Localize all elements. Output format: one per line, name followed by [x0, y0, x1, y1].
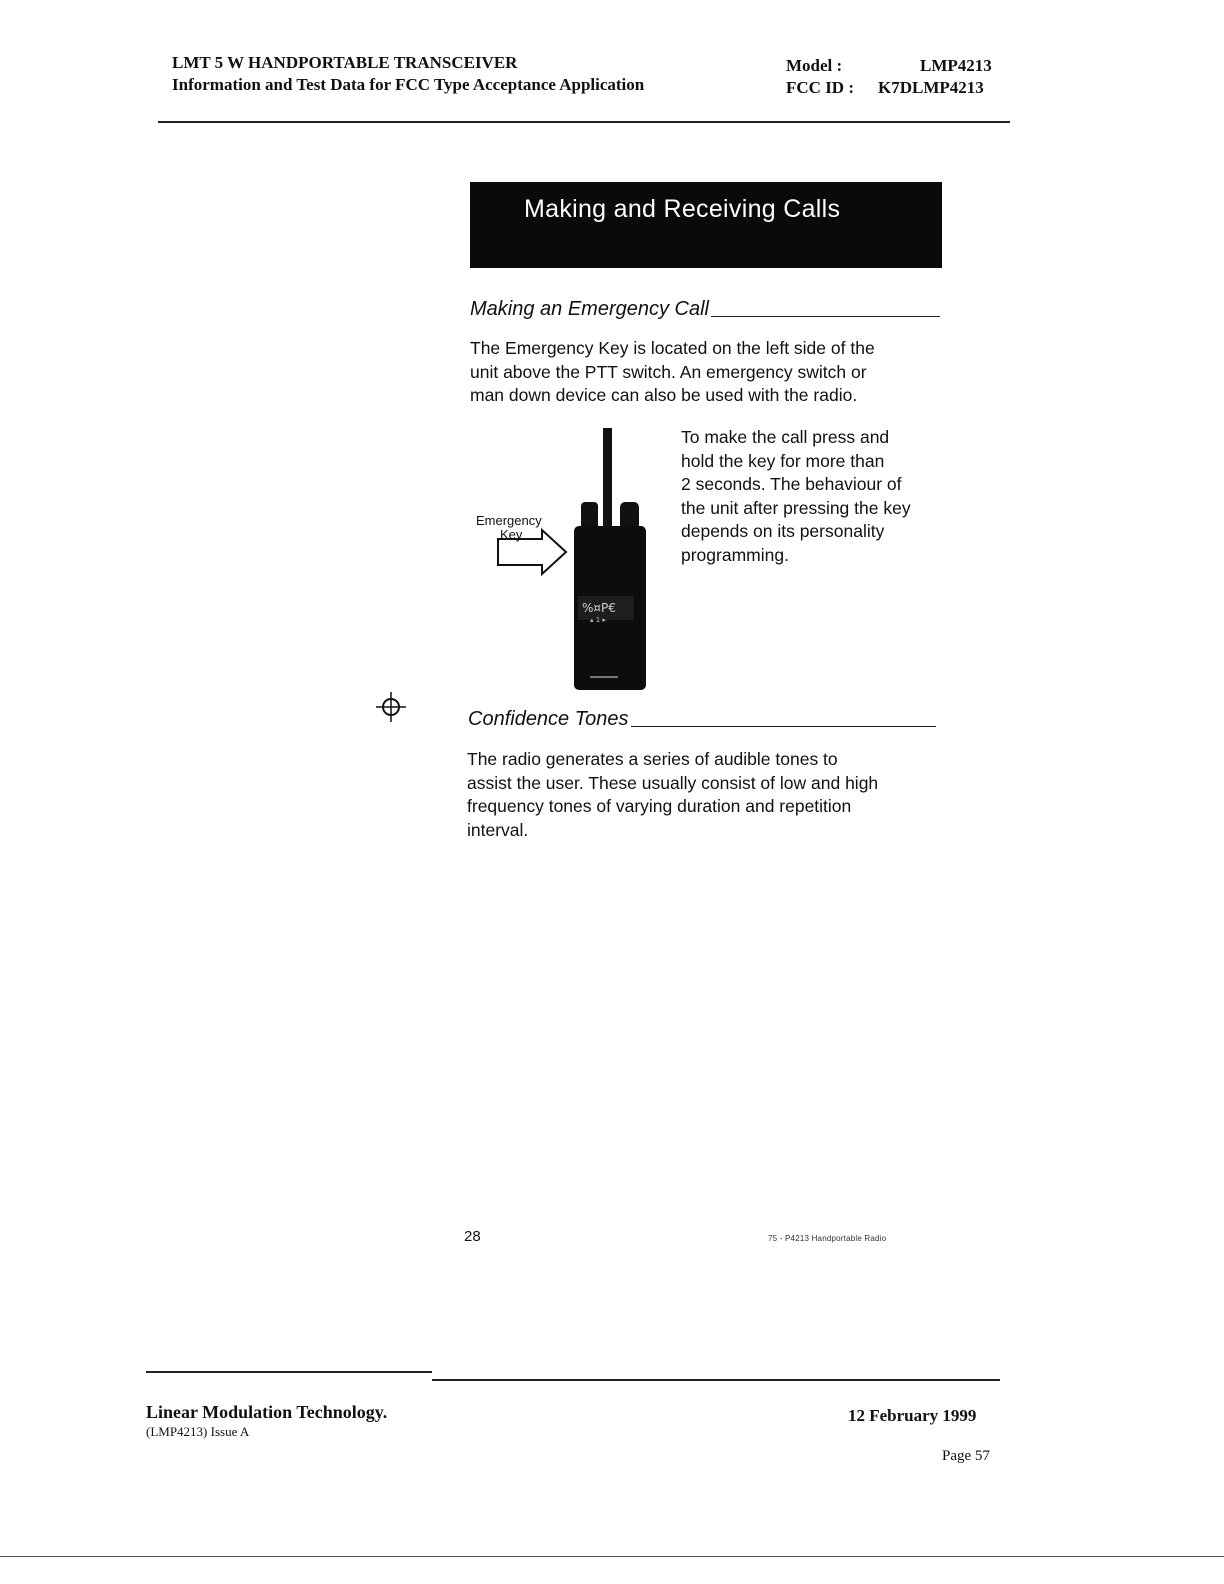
emergency-call-heading: [470, 298, 940, 321]
radio-brand-mark: [590, 676, 618, 678]
emergency-call-heading-text: Making an Emergency Call: [470, 298, 709, 320]
heading-rule: [711, 316, 940, 317]
heading-rule: [631, 726, 937, 727]
model-label: Model :: [786, 56, 843, 75]
document-title: LMT 5 W HANDPORTABLE TRANSCEIVER: [172, 53, 518, 72]
confidence-tones-heading-text: Confidence Tones: [468, 708, 629, 730]
section-banner: [470, 182, 942, 268]
instruction-line: the unit after pressing the key: [681, 497, 911, 518]
confidence-tones-heading: [468, 708, 936, 731]
footer-company: Linear Modulation Technology.: [146, 1402, 388, 1422]
instruction-line: To make the call press and: [681, 427, 890, 447]
manual-page-number: 28: [464, 1228, 481, 1245]
fcc-label: FCC ID :: [786, 78, 854, 97]
paragraph-line: assist the user. These usually consist of low and high: [467, 772, 879, 793]
paragraph-line: interval.: [467, 819, 529, 840]
radio-figure: [470, 426, 670, 696]
banner-title: Making and Receiving Calls: [524, 195, 841, 223]
model-row: [786, 55, 992, 77]
confidence-tones-paragraph: [467, 748, 937, 842]
paragraph-line: The Emergency Key is located on the left side of the: [470, 338, 875, 358]
fcc-value: K7DLMP4213: [878, 78, 984, 97]
fcc-row: [786, 77, 992, 99]
scan-edge-line: [0, 1556, 1224, 1557]
footer-issue: (LMP4213) Issue A: [146, 1424, 250, 1439]
registration-mark-icon: [374, 690, 408, 724]
emergency-key-label-line1: Emergency: [476, 513, 542, 528]
instruction-line: programming.: [681, 544, 789, 565]
footer-rule-left: [146, 1371, 432, 1373]
paragraph-line: The radio generates a series of audible tones to: [467, 749, 838, 769]
footer-page-number: Page 57: [942, 1448, 990, 1464]
emergency-call-instructions: [681, 426, 951, 567]
instruction-line: depends on its personality: [681, 521, 885, 541]
paragraph-line: frequency tones of varying duration and repetition: [467, 796, 852, 816]
paragraph-line: unit above the PTT switch. An emergency switch or: [470, 361, 867, 382]
header-rule: [158, 121, 1010, 123]
keypad-glyphs-2: ▴ 1 ▸: [590, 616, 606, 624]
manual-doc-reference: 75 - P4213 Handportable Radio: [768, 1234, 887, 1243]
document-header-left: [172, 52, 644, 96]
footer-date: 12 February 1999: [848, 1406, 977, 1425]
radio-antenna: [603, 428, 612, 534]
emergency-call-paragraph: [470, 337, 940, 408]
model-value: LMP4213: [920, 56, 992, 75]
handportable-radio-illustration: [470, 426, 670, 696]
paragraph-line: man down device can also be used with the radio.: [470, 385, 858, 405]
document-header-right: [786, 55, 992, 99]
footer-rule-right: [432, 1379, 1000, 1381]
emergency-key-label: [476, 514, 542, 542]
emergency-key-label-line2: Key: [500, 527, 523, 542]
instruction-line: 2 seconds. The behaviour of: [681, 474, 902, 494]
keypad-glyphs: %¤P€: [582, 601, 616, 615]
instruction-line: hold the key for more than: [681, 450, 885, 471]
document-subtitle: Information and Test Data for FCC Type Acceptance Application: [172, 75, 645, 94]
